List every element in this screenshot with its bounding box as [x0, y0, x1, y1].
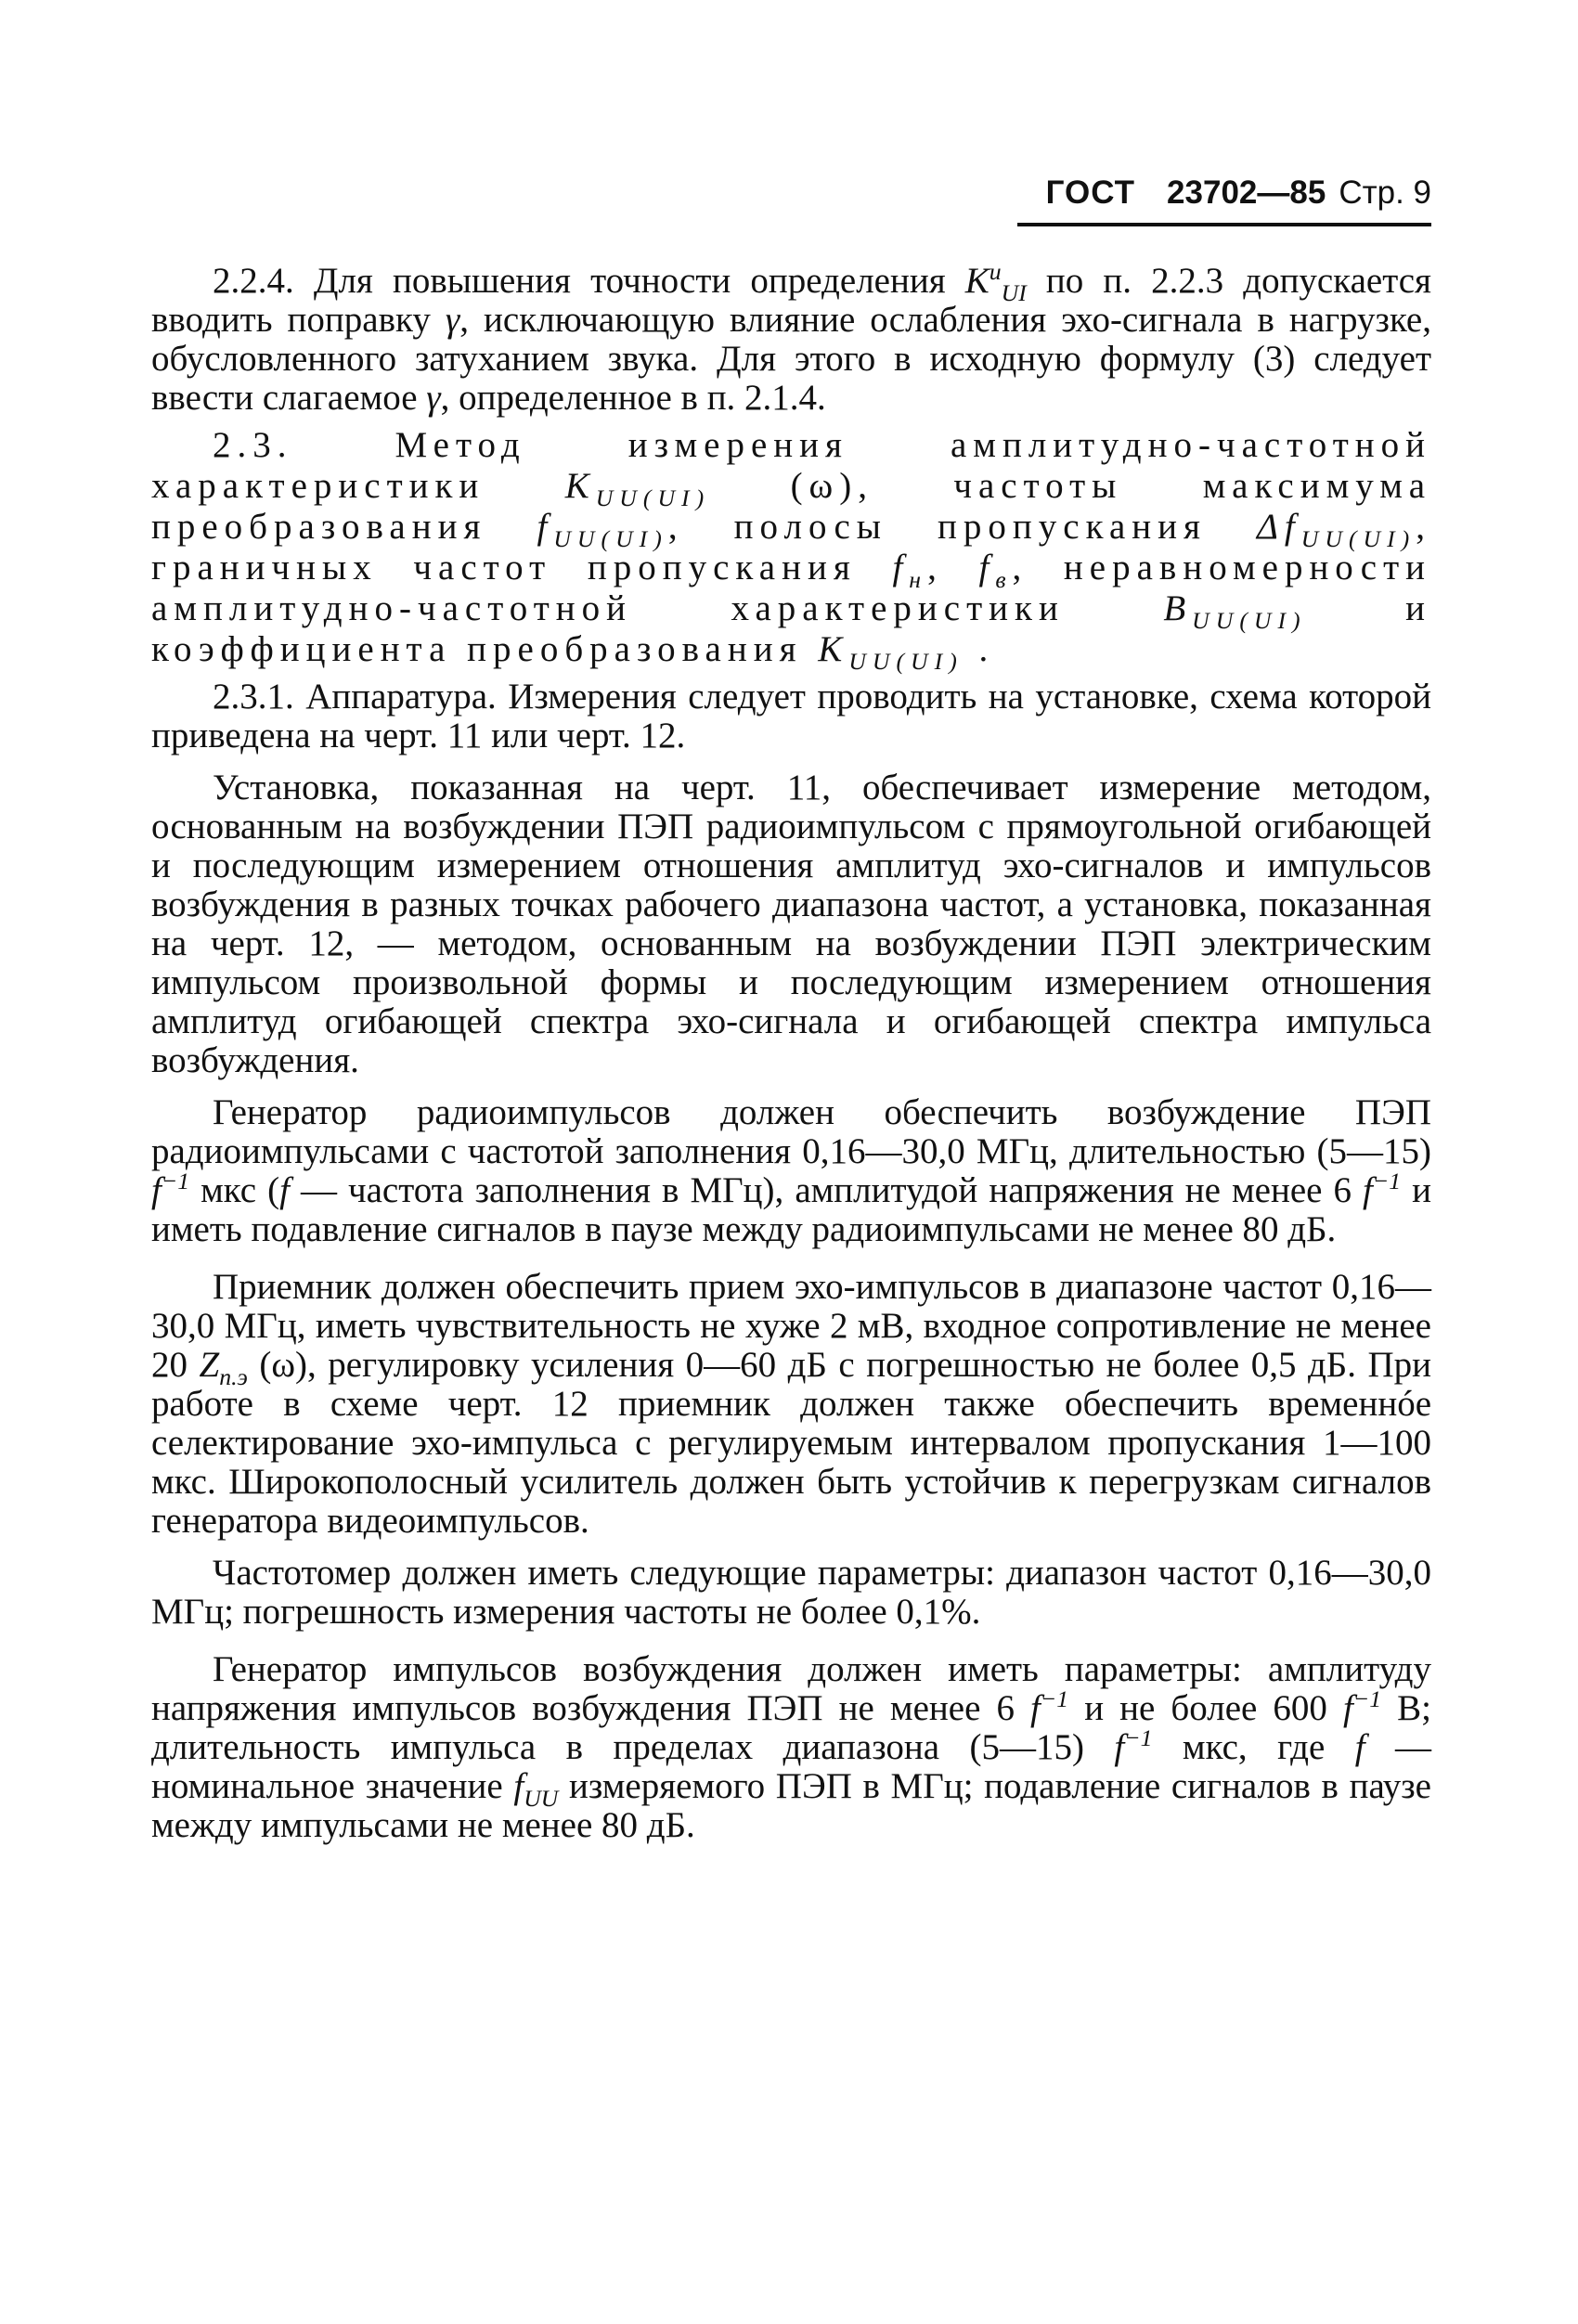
symbol-gamma: γ — [426, 378, 441, 418]
page-body — [151, 258, 1432, 1845]
standard-label: ГОСТ — [1045, 174, 1136, 211]
formula-z-pe: $Z_{п.э}$ — [199, 1345, 248, 1390]
paragraph-2-3-1: 2.3.1. Аппаратура. Измерения следует проводить на установке, схема которой приведена на черт. 11 или черт. 12. — [151, 677, 1431, 755]
symbol-gamma: γ — [445, 300, 460, 340]
formula-f-v: $f_в$ — [978, 548, 1013, 593]
paragraph-excitation-generator: Генератор импульсов возбуждения должен иметь параметры: амплитуду напряжения импульсов возбуждения ПЭП не менее 6 $f^{-1}$ и не более 600 $f^{-1}$ В; длительность импульса в пределах диапазона (5—15) $f^{-1}$ мкс, где f — номинальное значение $f_{UU}$ измеряемого ПЭП в МГц; подавление сигналов в паузе между импульсами не менее 80 дБ. — [151, 1649, 1431, 1845]
formula-k-ui: $K^и_{UI}$ — [964, 258, 1027, 306]
formula-f-uu: $f_{UU}$ — [513, 1766, 559, 1812]
paragraph-frequency-meter: Частотомер должен иметь следующие параметры: диапазон частот 0,16—30,0 МГц; погрешность измерения частоты не более 0,1%. — [151, 1553, 1431, 1632]
paragraph-radio-generator: Генератор радиоимпульсов должен обеспечить возбуждение ПЭП радиоимпульсами с частотой заполнения 0,16—30,0 МГц, длительностью (5—15) $f^{-1}$ мкс (f — частота заполнения в МГц), амплитудой напряжения не менее 6 $f^{-1}$ и иметь подавление сигналов в паузе между радиоимпульсами не менее 80 дБ. — [151, 1092, 1431, 1249]
formula-k-uu: $K_{UU(UI)}$ — [564, 466, 711, 511]
formula-f-uu: $f_{UU(UI)}$ — [537, 507, 668, 552]
formula-delta-f: $\Delta f_{UU(UI)}$ — [1257, 507, 1416, 552]
formula-b-uu: $B_{UU(UI)}$ — [1163, 588, 1307, 634]
formula-f-n: $f_н$ — [892, 548, 928, 593]
paragraph-installation: Установка, показанная на черт. 11, обеспечивает измерение методом, основанным на возбуждении ПЭП радиоимпульсом с прямоугольной огибающей и последующим измерением отношения амплитуд эхо-сигналов и импульсов возбуждения в разных точках рабочего диапазона частот, а установка, показанная на черт. 12, — методом, основанным на возбуждении ПЭП электрическим импульсом произвольной формы и последующим измерением отношения амплитуд огибающей спектра эхо-сигнала и огибающей спектра импульса возбуждения. — [151, 768, 1431, 1080]
paragraph-2-2-4: 2.2.4. Для повышения точности определения $K^и_{UI}$ по п. 2.2.3 допускается вводить поправку γ, исключающую влияние ослабления эхо-сигнала в нагрузке, обусловленного затуханием звука. Для этого в исходную формулу (3) следует ввести слагаемое γ, определенное в п. 2.1.4. — [151, 258, 1431, 418]
section-2-3-heading: 2.3. Метод измерения амплитудно-частотной характеристики $K_{UU(UI)}$ (ω), частоты максимума преобразования $f_{UU(UI)}$, полосы пропускания $\Delta f_{UU(UI)}$, граничных частот пропускания $f_н$, $f_в$, неравномерности амплитудно-частотной характеристики $B_{UU(UI)}$ и коэффициента преобразования $K_{UU(UI)}$ . — [151, 425, 1432, 675]
paragraph-receiver: Приемник должен обеспечить прием эхо-импульсов в диапазоне частот 0,16—30,0 МГц, иметь чувствительность не хуже 2 мВ, входное сопротивление не менее 20 $Z_{п.э}$ (ω), регулировку усиления 0—60 дБ с погрешностью не более 0,5 дБ. При работе в схеме черт. 12 приемник должен также обеспечить временнóе селектирование эхо-импульса с регулируемым интервалом пропускания 1—100 мкс. Широкополосный усилитель должен быть устойчив к перегрузкам сигналов генератора видеоимпульсов. — [151, 1267, 1431, 1541]
page-header — [1017, 167, 1431, 226]
standard-number: 23702—85 — [1167, 174, 1326, 211]
page-number: Стр. 9 — [1339, 174, 1431, 211]
formula-k-uu: $K_{UU(UI)}$ — [818, 629, 964, 675]
